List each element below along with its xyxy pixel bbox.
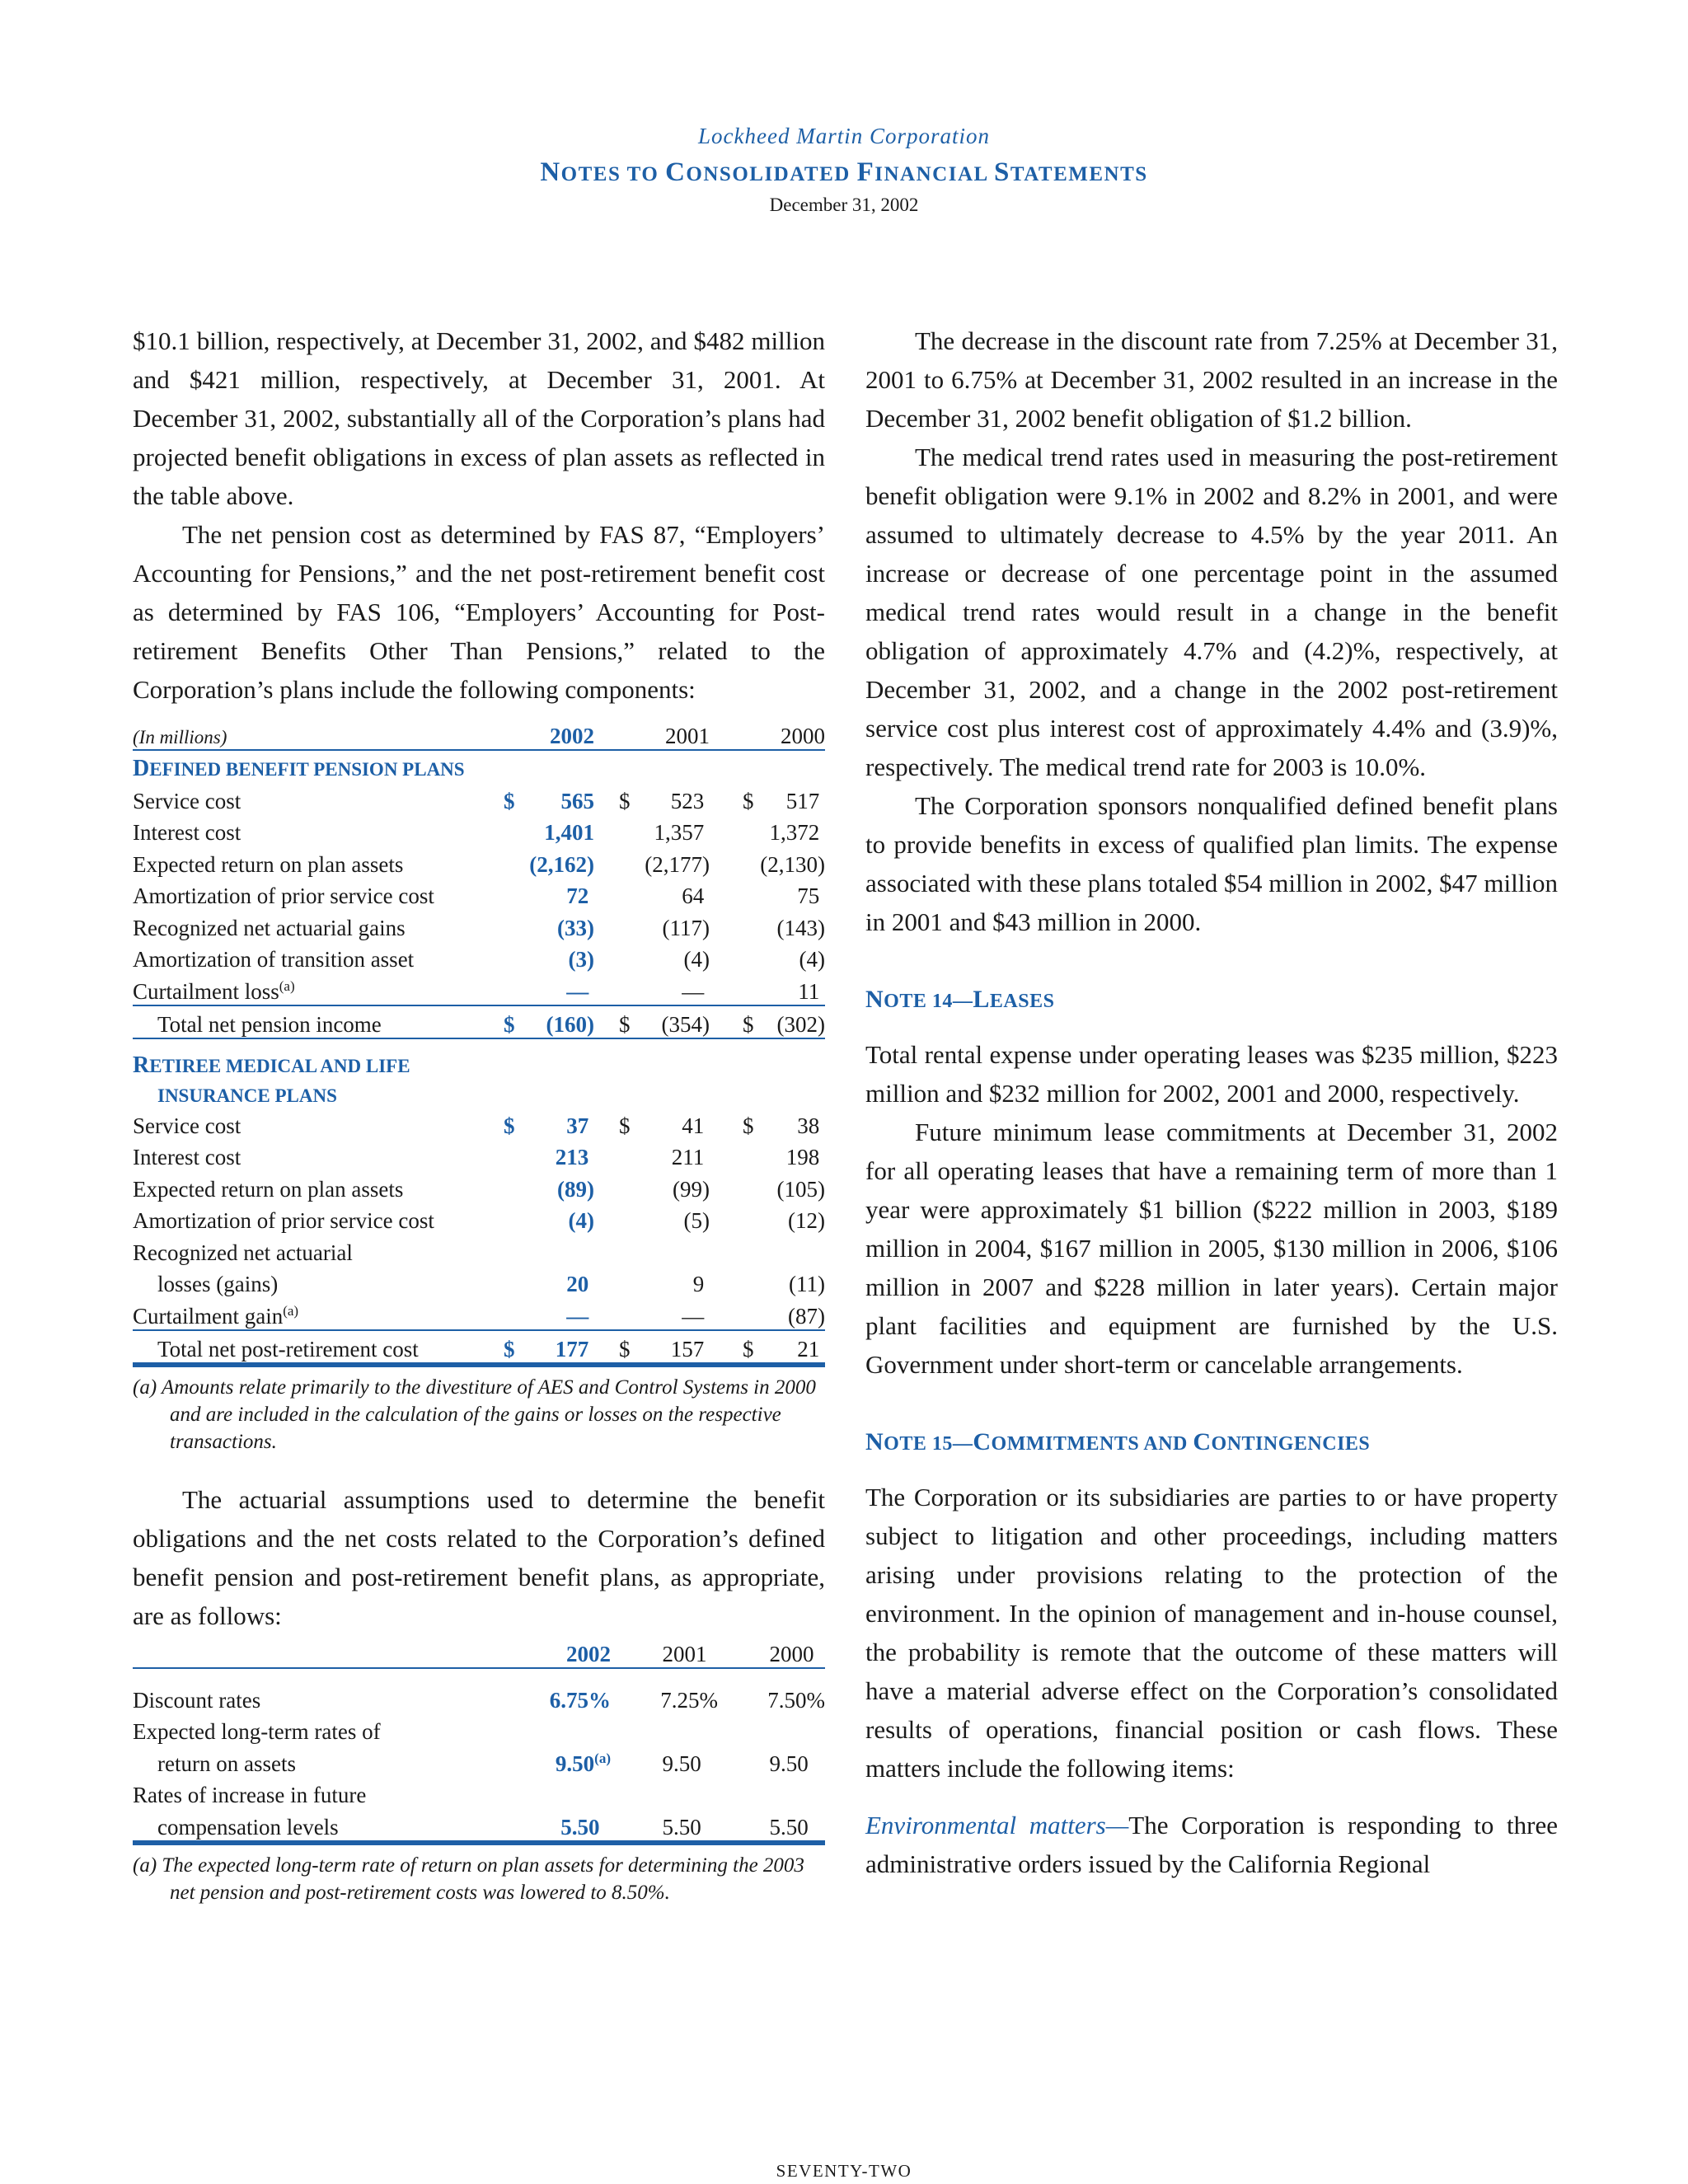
year-header: 2001 (594, 717, 710, 750)
row-label: Total net post-retirement cost (133, 1330, 504, 1366)
cell-2002 (504, 1139, 594, 1171)
cell-2000: (12) (788, 1208, 825, 1233)
paragraph: The Corporation or its subsidiaries are parties to or have property subject to litigation and other proceedings, including matters arising under provisions relating to the protection of the environment. In the opinion of management and in-house counsel, the probability is remote that the outcome of these matters will have a material adverse effect on the Corporation’s consolidated results of operations, financial position or cash flows. These matters include the following items: (865, 1483, 1558, 1783)
title-part: S (994, 157, 1010, 187)
value: — (682, 978, 705, 1004)
value: 565 (560, 788, 594, 813)
currency-symbol: $ (743, 1113, 754, 1138)
total-row (133, 1005, 825, 1039)
value: — (566, 1303, 589, 1329)
cell-2001: (5) (683, 1208, 710, 1233)
paragraph: The actuarial assumptions used to determine the benefit obligations and the net costs related to the Corporation’s defined benefit pension and post-retirement benefit plans, as appropriate, are as follows: (133, 1485, 825, 1630)
table-row (133, 972, 825, 1005)
currency-symbol: $ (504, 1337, 515, 1361)
heading-part: C (973, 1428, 992, 1455)
cell-2001 (594, 1005, 710, 1039)
currency-symbol: $ (619, 1012, 631, 1037)
cell-2002: (4) (568, 1208, 594, 1233)
page-header (0, 124, 1688, 216)
value: 20 (566, 1272, 589, 1296)
footnote-ref: (a) (279, 977, 295, 994)
cell-2001 (594, 1107, 710, 1139)
paragraph: The medical trend rates used in measuring the post-retirement benefit obligation were 9.1% in 2002 and 8.2% in 2001, and were assumed to ultimately decrease to 4.5% by the year 2011. An increase or decrease of one percentage point in the assumed medical trend rates would result in a change in the benefit obligation of approximately 4.7% and (4.2)%, respectively, at December 31, 2002, and a change in the 2002 post-retirement service cost plus interest cost of approximately 4.4% and (3.9)%, respectively. The medical trend rate for 2003 is 10.0%. (865, 443, 1558, 781)
cell-2002 (504, 1005, 594, 1039)
value: 72 (566, 883, 589, 908)
cell-2000 (710, 878, 825, 910)
row-label: Service cost (133, 1113, 241, 1138)
cell-2001 (611, 1808, 718, 1843)
page-number: SEVENTY-TWO (776, 2161, 912, 2181)
heading-part: N (865, 986, 884, 1013)
value: (354) (661, 1012, 710, 1037)
cell-2000: (143) (776, 915, 825, 940)
currency-symbol: $ (743, 788, 754, 813)
currency-symbol: $ (743, 1012, 754, 1037)
cell-2001 (594, 972, 710, 1005)
table-row (133, 1266, 825, 1298)
table-row (133, 1777, 825, 1809)
paragraph: $10.1 billion, respectively, at December 31, 2002, and $482 million and $421 million, respectively, at December 31, 2001. At December 31, 2002, substantially all of the Corporation’s plans had projected benefit obligations in excess of plan assets as reflected in the table above. (133, 326, 825, 510)
cell-2001 (594, 814, 710, 846)
value: 9.50 (769, 1750, 809, 1776)
row-label: return on assets (157, 1750, 296, 1776)
year-header: 2002 (504, 717, 594, 750)
value: 5.50 (662, 1814, 701, 1840)
section-heading-cap: R (133, 1052, 150, 1078)
cell-2002 (520, 1808, 611, 1843)
cell-2001: (2,177) (645, 851, 710, 877)
value: 5.50 (560, 1814, 600, 1840)
year-header (718, 1635, 825, 1668)
cell-2001: (99) (673, 1176, 710, 1202)
cell-2000 (710, 1139, 825, 1171)
label-text: Curtailment gain (133, 1303, 284, 1329)
subheading: Environmental matters— (865, 1811, 1129, 1840)
row-label: Service cost (133, 788, 241, 813)
table-row (133, 941, 825, 973)
paragraph: The decrease in the discount rate from 7.25% at December 31, 2001 to 6.75% at December 31, 2002 resulted in an increase in the December 31, 2002 benefit obligation of $1.2 billion. (865, 326, 1558, 433)
cell-2000: (4) (799, 947, 825, 972)
paragraph: The Corporation sponsors nonqualified defined benefit plans to provide benefits in excess of qualified plan limits. The expense associated with these plans totaled $54 million in 2002, $47 million in 2001 and $43 million in 2000. (865, 791, 1558, 936)
value: 37 (566, 1113, 589, 1138)
unit-label: (In millions) (133, 726, 227, 748)
value: 11 (798, 978, 820, 1004)
title-part: ONSOLIDATED (686, 163, 857, 185)
cell-2002: (33) (557, 915, 594, 940)
cell-2002: (3) (568, 947, 594, 972)
table-header-row (133, 1635, 825, 1668)
value: 9 (692, 1272, 705, 1296)
cell-2001 (594, 878, 710, 910)
heading-part: L (973, 986, 990, 1013)
row-label: Total net pension income (133, 1005, 504, 1039)
value: 211 (671, 1145, 705, 1169)
currency-symbol: $ (504, 1113, 515, 1138)
cell-2000 (718, 1745, 825, 1777)
currency-symbol: $ (743, 1337, 754, 1361)
cell-2001: 7.25% (660, 1687, 718, 1713)
row-label: Expected long-term rates of (133, 1719, 381, 1744)
year-header: 2000 (710, 717, 825, 750)
title-part: F (856, 157, 875, 187)
cell-2002 (504, 1107, 594, 1139)
table-row (133, 1202, 825, 1235)
table-row (133, 878, 825, 910)
cell-2002 (504, 878, 594, 910)
row-label: Recognized net actuarial (133, 1240, 353, 1265)
row-label: compensation levels (133, 1808, 520, 1843)
row-label: Expected return on plan assets (133, 851, 404, 877)
title-part: C (665, 157, 687, 187)
heading-part: EASES (989, 991, 1055, 1012)
row-label: losses (gains) (157, 1272, 279, 1296)
section-heading-text: INSURANCE PLANS (157, 1085, 337, 1106)
cell-2002: 6.75% (549, 1687, 611, 1713)
cell-2001 (594, 1266, 710, 1298)
net-cost-components-table (133, 717, 825, 1367)
value: 177 (555, 1337, 589, 1361)
footnote-ref: (a) (283, 1302, 299, 1319)
value: 64 (682, 883, 705, 908)
page-title (0, 157, 1688, 188)
row-label (133, 1297, 504, 1330)
cell-2001 (594, 1330, 710, 1366)
section-heading-text: ETIREE MEDICAL AND LIFE (149, 1056, 410, 1076)
currency-symbol: $ (504, 788, 515, 813)
note-15-heading (865, 1428, 1558, 1456)
value: (160) (546, 1012, 594, 1037)
right-column (865, 321, 1558, 1883)
cell-2001 (594, 1297, 710, 1330)
row-label (133, 972, 504, 1005)
paragraph: Total rental expense under operating leases was $235 million, $223 million and $232 million for 2002, 2001 and 2000, respectively. (865, 1040, 1558, 1108)
value: 198 (785, 1145, 820, 1169)
value: 9.50 (662, 1750, 701, 1776)
year-header: 2002 (520, 1635, 611, 1668)
title-part: N (540, 157, 561, 187)
company-name: Lockheed Martin Corporation (698, 124, 990, 148)
value: 157 (670, 1337, 705, 1361)
value: 41 (682, 1113, 705, 1138)
cell-2002 (504, 1297, 594, 1330)
heading-part: N (865, 1428, 884, 1455)
cell-2002 (504, 1330, 594, 1366)
value: 38 (797, 1113, 820, 1138)
cell-2000 (710, 1107, 825, 1139)
row-label: Expected return on plan assets (133, 1176, 404, 1202)
value: — (566, 978, 589, 1004)
table-row (133, 1745, 825, 1777)
table-row (133, 1297, 825, 1330)
table-row (133, 814, 825, 846)
value: 1,357 (654, 820, 705, 845)
footnote-ref: (a) (594, 1750, 611, 1766)
row-label: Amortization of prior service cost (133, 1208, 434, 1233)
table-row (133, 1170, 825, 1202)
table-row (133, 846, 825, 878)
value: 5.50 (769, 1814, 809, 1840)
cell-2000 (710, 1330, 825, 1366)
value: 2001 (662, 1641, 707, 1666)
cell-2000 (710, 1005, 825, 1039)
left-column (133, 321, 825, 1906)
currency-symbol: $ (619, 1337, 631, 1361)
table-row (133, 782, 825, 814)
value: 2000 (769, 1641, 814, 1666)
row-label: Rates of increase in future (133, 1783, 367, 1807)
cell-2001: (4) (683, 947, 710, 972)
section-heading-continued (133, 1079, 825, 1107)
heading-part: ONTINGENCIES (1211, 1433, 1371, 1455)
value: — (682, 1303, 705, 1329)
value: 75 (797, 883, 820, 908)
table-row (133, 1234, 825, 1266)
table-row (133, 1713, 825, 1746)
cell-2002: (2,162) (529, 851, 594, 877)
value: 213 (555, 1145, 589, 1169)
cell-2002: 1,401 (544, 820, 594, 845)
title-part: INANCIAL (874, 163, 995, 185)
value: (302) (776, 1012, 825, 1037)
year-header (611, 1635, 718, 1668)
section-heading-text: EFINED BENEFIT PENSION PLANS (149, 759, 465, 780)
cell-2002 (504, 1266, 594, 1298)
heading-part: OTE 14— (884, 991, 973, 1012)
cell-2002 (520, 1745, 611, 1777)
row-label: Interest cost (133, 1145, 241, 1169)
paragraph: The net pension cost as determined by FAS 87, “Employers’ Accounting for Pensions,” and the net post-retirement benefit cost as determined by FAS 106, “Employers’ Accounting for Post-retirement Benefits Other Than Pensions,” related to the Corporation’s plans include the following components: (133, 520, 825, 704)
cell-2000: 7.50% (767, 1687, 825, 1713)
value: 21 (797, 1337, 820, 1361)
cell-2001: (117) (662, 915, 710, 940)
table-header-row (133, 717, 825, 750)
row-label: Amortization of transition asset (133, 947, 415, 972)
cell-2000 (710, 814, 825, 846)
table-row (133, 1139, 825, 1171)
section-heading (133, 1038, 825, 1079)
value: 9.50 (555, 1750, 595, 1776)
row-label: Amortization of prior service cost (133, 883, 434, 908)
footnote: (a) The expected long-term rate of return on plan assets for determining the 2003 net pension and post-retirement costs was lowered to 8.50%. (133, 1854, 804, 1904)
cell-2000 (718, 1808, 825, 1843)
cell-2002 (504, 972, 594, 1005)
label-text: Curtailment loss (133, 978, 279, 1004)
currency-symbol: $ (619, 1113, 631, 1138)
paragraph-text: The Corporation is responding to three administrative orders issued by the California Regional (865, 1811, 1558, 1878)
value: 523 (670, 788, 705, 813)
actuarial-assumptions-table (133, 1635, 825, 1845)
note-14-heading (865, 986, 1558, 1014)
row-label: Recognized net actuarial gains (133, 915, 406, 940)
value: 517 (785, 788, 820, 813)
statement-date: December 31, 2002 (769, 194, 919, 215)
paragraph (865, 1806, 1558, 1883)
row-label: Discount rates (133, 1687, 261, 1713)
cell-2001 (611, 1745, 718, 1777)
heading-part: C (1193, 1428, 1212, 1455)
currency-symbol: $ (504, 1012, 515, 1037)
table-row (133, 1668, 825, 1713)
cell-2002 (504, 782, 594, 814)
cell-2002: (89) (557, 1176, 594, 1202)
heading-part: OTE 15— (884, 1433, 973, 1455)
table-row (133, 909, 825, 941)
section-heading (133, 750, 825, 783)
title-part: TATEMENTS (1010, 163, 1148, 185)
cell-2000: (11) (789, 1272, 825, 1296)
value: 1,372 (769, 820, 820, 845)
paragraph: Future minimum lease commitments at December 31, 2002 for all operating leases that have a remaining term of more than 1 year were approximately $1 billion ($222 million in 2003, $189 million in 2004, $167 million in 2005, $130 million in 2006, $106 million in 2007 and $228 million in later years). Certain major plant facilities and equipment are furnished by the U.S. Government under short-term or cancelable arrangements. (865, 1118, 1558, 1379)
currency-symbol: $ (619, 788, 631, 813)
cell-2001 (594, 782, 710, 814)
cell-2000 (710, 782, 825, 814)
footnote: (a) Amounts relate primarily to the divestiture of AES and Control Systems in 2000 and are included in the calculation of the gains or losses on the respective transactions. (133, 1376, 816, 1453)
section-heading-cap: D (133, 756, 150, 781)
cell-2001 (594, 1139, 710, 1171)
table-row (133, 1808, 825, 1843)
cell-2000: (2,130) (760, 851, 825, 877)
table-row (133, 1107, 825, 1139)
row-label: Interest cost (133, 820, 241, 845)
cell-2000: (105) (776, 1176, 825, 1202)
heading-part: OMMITMENTS AND (991, 1433, 1193, 1455)
cell-2000: (87) (788, 1303, 825, 1329)
total-row (133, 1330, 825, 1366)
cell-2000 (710, 972, 825, 1005)
title-part: OTES TO (560, 163, 666, 185)
